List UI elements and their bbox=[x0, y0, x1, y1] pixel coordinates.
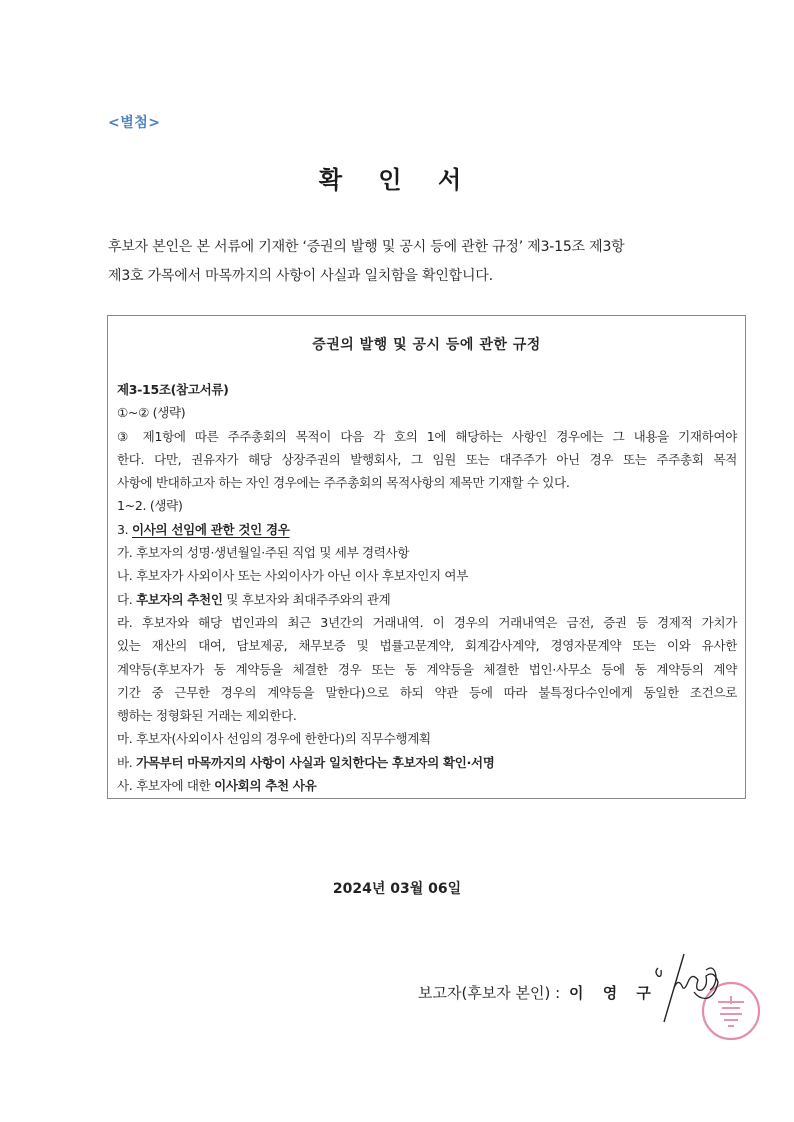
confirmation-date: 2024년 03월 06일 bbox=[332, 881, 462, 897]
sub-item-ba bbox=[117, 751, 737, 774]
sub-item-da-rest: 및 후보자와 최대주주와의 관계 bbox=[222, 591, 391, 607]
signer-line bbox=[418, 982, 658, 1003]
intro-paragraph bbox=[108, 233, 748, 291]
sub-item-sa-prefix: 사. 후보자에 대한 bbox=[117, 778, 215, 794]
sub-item-ra-line-5: 행하는 정형화된 거래는 제외한다. bbox=[117, 708, 297, 724]
item-3-label: 이사의 선임에 관한 것인 경우 bbox=[132, 521, 290, 537]
paragraph-3-line-1: ③ 제1항에 따른 주주총회의 목적이 다음 각 호의 1에 해당하는 사항인 경우에는 그 내용을 기재하여야 bbox=[117, 428, 737, 444]
item-3-number: 3. bbox=[117, 521, 132, 537]
handwritten-signature-icon bbox=[650, 950, 750, 1025]
regulation-body bbox=[117, 378, 737, 797]
intro-line-2: 제3호 가목에서 마목까지의 사항이 사실과 일치함을 확인합니다. bbox=[108, 268, 493, 284]
sub-item-ba-prefix: 바. bbox=[117, 754, 137, 770]
attachment-tag: <별첨> bbox=[108, 115, 161, 131]
article-heading: 제3-15조(참고서류) bbox=[117, 382, 229, 397]
sub-item-sa-bold: 이사회의 추천 사유 bbox=[214, 778, 317, 794]
sub-item-ra-line-4: 기간 중 근무한 경우의 계약등을 말한다)으로 하되 약관 등에 따라 불특정다수인에게 동일한 조건으로 bbox=[117, 684, 737, 700]
regulation-title: 증권의 발행 및 공시 등에 관한 규정 bbox=[312, 337, 541, 353]
sub-item-da bbox=[117, 588, 737, 611]
sub-item-sa bbox=[117, 774, 737, 797]
omitted-items: 1~2. (생략) bbox=[117, 498, 183, 514]
sub-item-ra-line-2: 있는 재산의 대여, 담보제공, 채무보증 및 법률고문계약, 회계감사계약, 경영자문계약 또는 이와 유사한 bbox=[117, 638, 737, 654]
sub-item-ma: 마. 후보자(사외이사 선임의 경우에 한한다)의 직무수행계획 bbox=[117, 731, 431, 747]
sub-item-ra-line-3: 계약등(후보자가 동 계약등을 체결한 경우 또는 동 계약등을 체결한 법인·사무소 등에 동 계약등의 계약 bbox=[117, 661, 737, 677]
sub-item-na: 나. 후보자가 사외이사 또는 사외이사가 아닌 이사 후보자인지 여부 bbox=[117, 568, 468, 584]
paragraph-3-line-2: 한다. 다만, 권유자가 해당 상장주권의 발행회사, 그 임원 또는 대주주가 아닌 경우 또는 주주총회 목적 bbox=[117, 451, 737, 467]
regulation-box bbox=[107, 315, 746, 799]
omitted-paragraphs: ①~② (생략) bbox=[117, 405, 186, 421]
sub-item-ba-bold: 가목부터 마목까지의 사항이 사실과 일치한다는 후보자의 확인·서명 bbox=[136, 754, 495, 770]
item-3 bbox=[117, 518, 737, 541]
signer-label: 보고자(후보자 본인) : bbox=[418, 984, 565, 1002]
intro-line-1: 후보자 본인은 본 서류에 기재한 ‘증권의 발행 및 공시 등에 관한 규정’ 제3-15조 제3항 bbox=[108, 239, 625, 255]
signer-name: 이 영 구 bbox=[568, 984, 658, 1002]
sub-item-da-prefix: 다. bbox=[117, 591, 137, 607]
sub-item-ra-line-1: 라. 후보자와 해당 법인과의 최근 3년간의 거래내역. 이 경우의 거래내역은 금전, 증권 등 경제적 가치가 bbox=[117, 614, 737, 630]
document-title: 확 인 서 bbox=[318, 166, 476, 194]
paragraph-3-line-3: 사항에 반대하고자 하는 자인 경우에는 주주총회의 목적사항의 제목만 기재할 수 있다. bbox=[117, 475, 570, 491]
sub-item-ga: 가. 후보자의 성명·생년월일·주된 직업 및 세부 경력사항 bbox=[117, 545, 410, 561]
sub-item-da-bold: 후보자의 추천인 bbox=[136, 591, 223, 607]
